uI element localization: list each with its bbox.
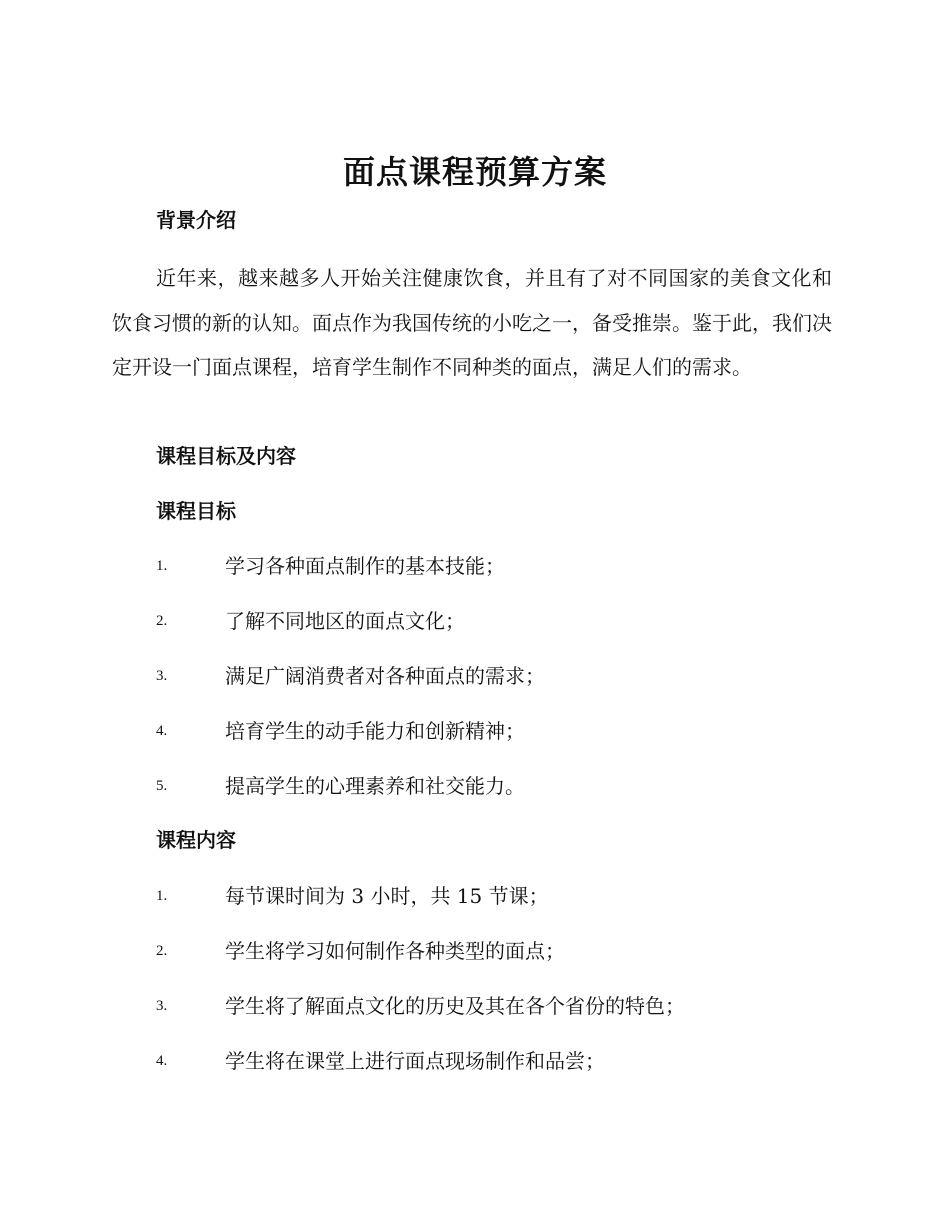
document-title: 面点课程预算方案: [342, 153, 607, 191]
list-text: 学生将学习如何制作各种类型的面点；: [225, 939, 565, 963]
list-number: 3.: [156, 668, 168, 684]
list-text: 提高学生的心理素养和社交能力。: [225, 774, 525, 798]
list-number: 1.: [156, 558, 168, 574]
list-text: 了解不同地区的面点文化；: [225, 609, 465, 633]
list-number: 1.: [156, 888, 168, 904]
list-text: 每节课时间为 3 小时，共 15 节课；: [225, 884, 549, 908]
list-number: 5.: [156, 778, 168, 794]
list-text: 培育学生的动手能力和创新精神；: [225, 719, 525, 743]
content-heading: 课程内容: [156, 828, 236, 852]
list-number: 3.: [156, 998, 168, 1014]
list-number: 4.: [156, 723, 168, 739]
section-heading: 课程目标及内容: [156, 444, 296, 468]
list-text: 学生将了解面点文化的历史及其在各个省份的特色；: [225, 994, 685, 1018]
list-number: 4.: [156, 1053, 168, 1069]
list-number: 2.: [156, 943, 168, 959]
list-text: 学生将在课堂上进行面点现场制作和品尝；: [225, 1049, 605, 1073]
background-heading: 背景介绍: [156, 208, 236, 232]
background-paragraph: 近年来，越来越多人开始关注健康饮食，并且有了对不同国家的美食文化和饮食习惯的新的认知。面点作为我国传统的小吃之一，备受推崇。鉴于此，我们决定开设一门面点课程，培育学生制作不同种类的面点，满足人们的需求。: [112, 266, 832, 379]
goals-heading: 课程目标: [156, 499, 236, 523]
list-text: 满足广阔消费者对各种面点的需求；: [225, 664, 545, 688]
list-text: 学习各种面点制作的基本技能；: [225, 554, 505, 578]
list-number: 2.: [156, 613, 168, 629]
